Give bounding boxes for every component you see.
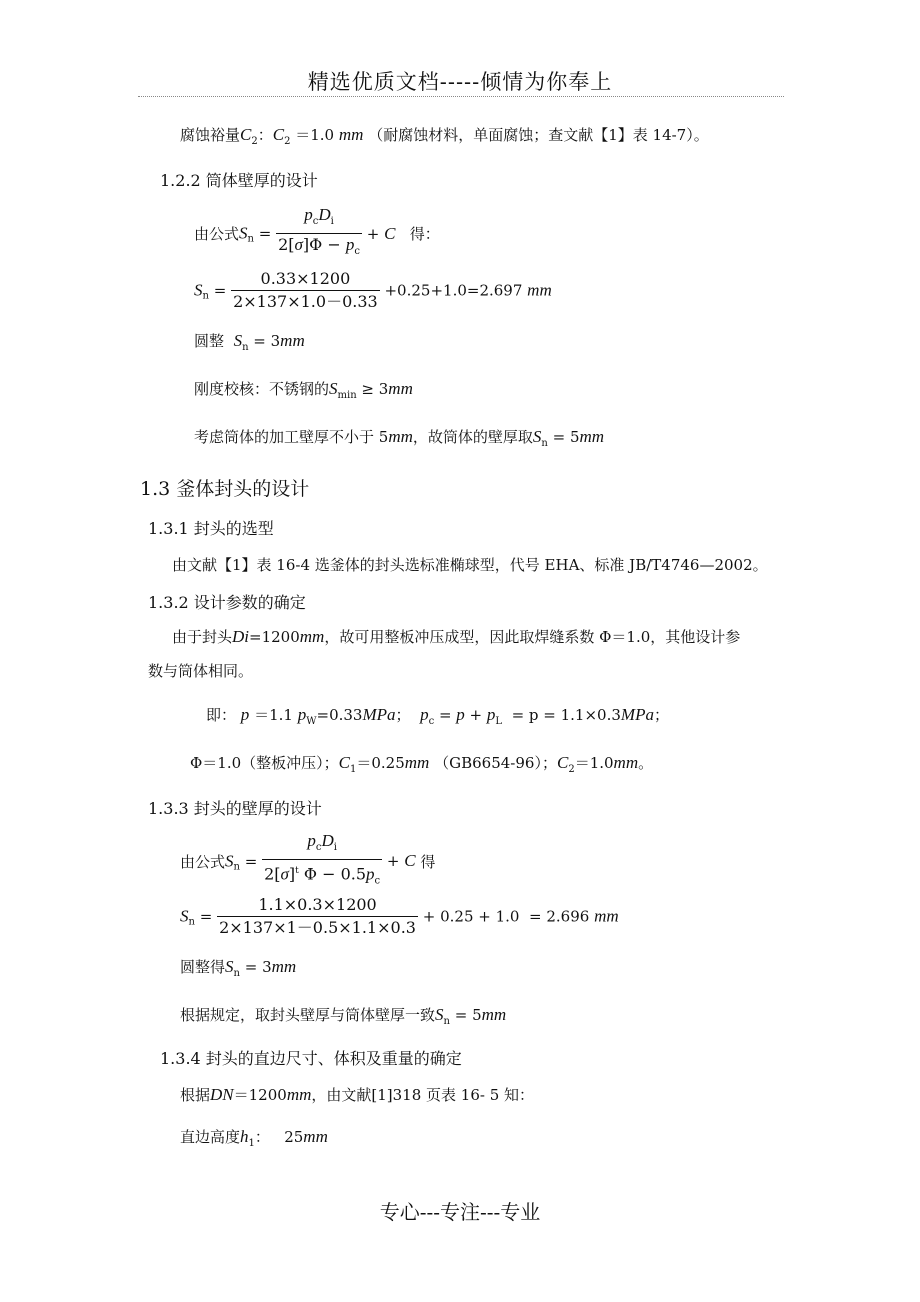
para-1-3-1: 由文献【1】表 16-4 选釜体的封头选标准椭球型，代号 EHA、标准 JB/T4746—2002。 (172, 556, 768, 574)
round-line: 圆整 $S_n = 3mm$ (194, 331, 305, 353)
formula-shell: 由公式$S_n$ = $\frac{p_cD_i}{2[\sigma]\Phi - p_c}$ + C 得： (194, 204, 440, 263)
calc1-denominator: 2×137×1.0－0.33 (233, 292, 378, 311)
corrosion-line: 腐蚀裕量$C_2$：$C_2 =1.0$ mm （耐腐蚀材料，单面腐蚀；查文献【1】表 14-7）。 (180, 125, 709, 147)
params-line: 即： p ＝1.1 $p_W=0.33MPa$； $p_c = p + p_L = p = 1.1\times 0.3MPa$； (206, 705, 669, 727)
unit-mm: mm (338, 125, 364, 144)
heading-1-3-2: 1.3.2 设计参数的确定 (148, 593, 306, 612)
corrosion-label: 腐蚀裕量 (180, 126, 241, 144)
stiffness-line: 刚度校核：不锈钢的$S_{min} \ge 3mm$ (194, 379, 413, 401)
round-label: 圆整 (194, 332, 225, 350)
by-formula-label: 由公式 (194, 225, 240, 244)
page-header: 精选优质文档-----倾情为你奉上 (307, 70, 613, 94)
page-footer: 专心---专注---专业 (379, 1200, 541, 1224)
heading-1-3-3: 1.3.3 封头的壁厚的设计 (148, 799, 322, 818)
obtain-label: 得： (409, 225, 440, 244)
calc1-numerator: 0.33×1200 (231, 268, 380, 291)
stiffness-label: 刚度校核：不锈钢的 (194, 380, 330, 398)
straight-line: 直边高度$h_1$： 25mm (180, 1127, 328, 1149)
para-1-3-2-line1: 由于封头Di=1200mm，故可用整板冲压成型，因此取焊缝系数 Φ＝1.0，其他设计参 (172, 627, 741, 646)
rule-line: 根据规定，取封头壁厚与筒体壁厚一致$S_n = 5mm$ (180, 1005, 507, 1027)
phi-line: Φ＝1.0（整板冲压）；$C_1=0.25mm$ （GB6654-96）；$C_2=1.0mm$。 (190, 753, 654, 775)
calc1-rest: +0.25+1.0=2.697 (384, 281, 523, 300)
calc-shell: $S_n$ = $\frac{0.33\times 1200}{2\times 137\times 1.0-0.33}$ +0.25+1.0=2.697 mm (194, 269, 552, 311)
para-1-3-2-line2: 数与筒体相同。 (148, 662, 254, 680)
formula-fraction: $\frac{p_cD_i}{2[\sigma]\Phi - p_c}$ (278, 205, 360, 258)
heading-1-2-2: 1.2.2 筒体壁厚的设计 (160, 171, 318, 190)
corrosion-note: （耐腐蚀材料，单面腐蚀；查文献【1】表 14-7）。 (368, 126, 709, 144)
header-divider (138, 96, 784, 97)
heading-1-3-4: 1.3.4 封头的直边尺寸、体积及重量的确定 (160, 1049, 462, 1068)
heading-1-3: 1.3 釜体封头的设计 (140, 478, 310, 500)
calc2-denominator: 2×137×1－0.5×1.1×0.3 (219, 918, 416, 937)
round2-line: 圆整得$S_n = 3mm$ (180, 957, 297, 979)
consider-line: 考虑筒体的加工壁厚不小于 5mm，故筒体的壁厚取$S_n = 5mm$ (194, 427, 605, 449)
dn-line: 根据DN＝1200mm，由文献[1]318 页表 16- 5 知： (180, 1085, 535, 1104)
calc2-numerator: 1.1×0.3×1200 (217, 894, 418, 917)
formula-head: 由公式$S_n$ = $\frac{p_cD_i}{2[\sigma]^t \Phi - 0.5p_c}$ + C 得 (180, 831, 436, 887)
heading-1-3-1: 1.3.1 封头的选型 (148, 519, 274, 538)
calc-head: $S_n$ = $\frac{1.1\times 0.3\times 1200}{2\times 137\times 1-0.5\times 1.1\times 0.3}$ + 0.25 + 1.0 = 2.696 mm (180, 895, 619, 937)
